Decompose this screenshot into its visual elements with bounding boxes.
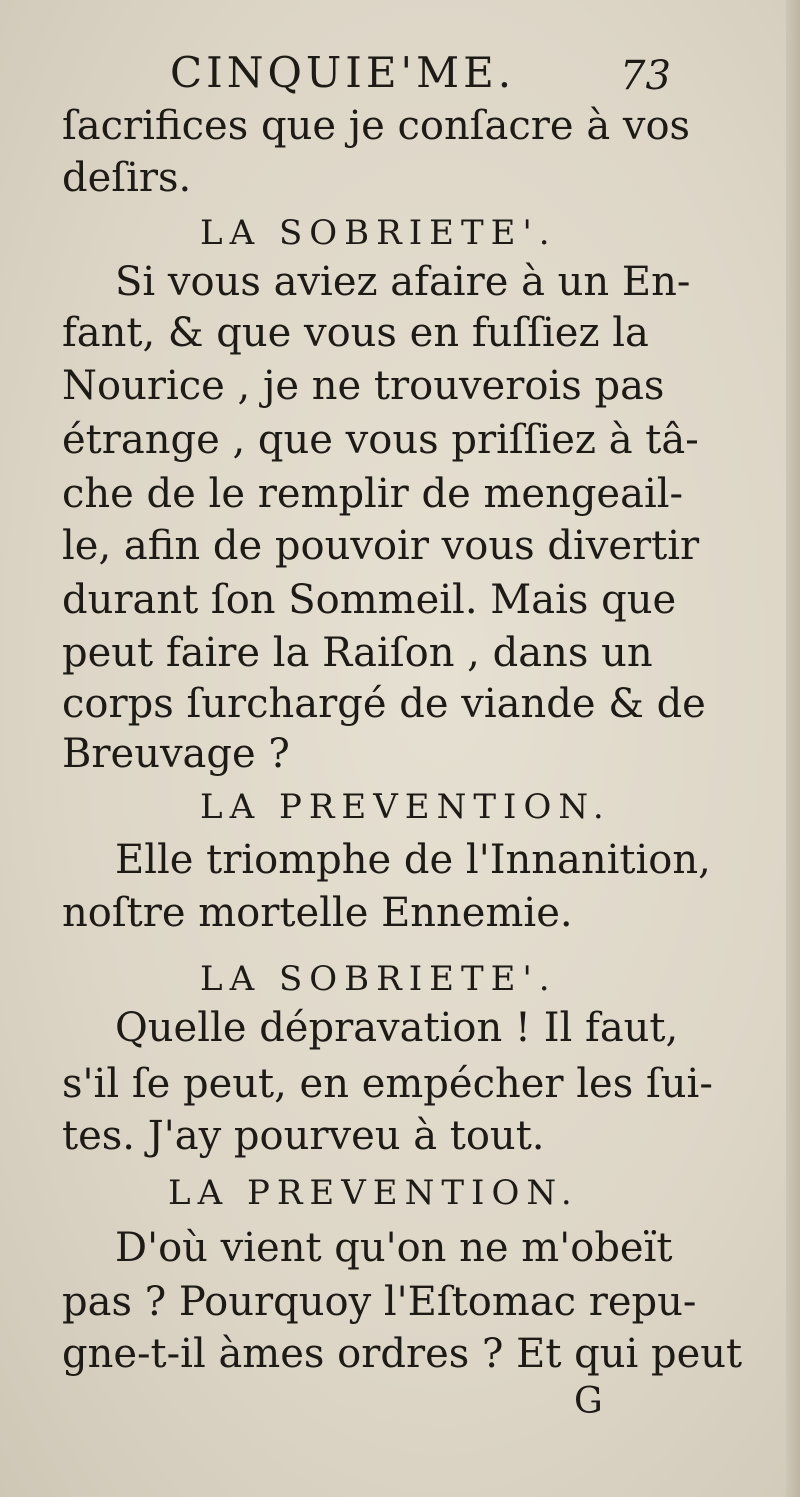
text-line: Nourice , je ne trouverois pas xyxy=(62,363,665,409)
text-line: che de le remplir de mengeail- xyxy=(62,471,684,517)
text-line: peut faire la Raiſon , dans un xyxy=(62,630,653,676)
text-line: Quelle dépravation ! Il faut, xyxy=(115,1005,679,1051)
text-line: Elle triomphe de l'Innanition, xyxy=(115,837,711,883)
text-line: Si vous aviez afaire à un En- xyxy=(115,259,691,305)
text-line: s'il ſe peut, en empécher les ſui- xyxy=(62,1061,713,1107)
text-line: noſtre mortelle Ennemie. xyxy=(62,890,573,936)
text-line: fant, & que vous en fuſſiez la xyxy=(62,310,649,356)
running-head-title: CINQUIE'ME. xyxy=(170,48,516,97)
text-line: deſirs. xyxy=(62,155,192,201)
text-line: ſacrifices que je conſacre à vos xyxy=(62,103,691,149)
text-line: étrange , que vous priſſiez à tâ- xyxy=(62,417,699,463)
text-line: durant ſon Sommeil. Mais que xyxy=(62,577,677,623)
text-line: corps ſurchargé de viande & de xyxy=(62,681,706,727)
speaker-heading: LA PREVENTION. xyxy=(200,787,611,827)
text-line: tes. J'ay pourveu à tout. xyxy=(62,1113,545,1159)
text-line: D'où vient qu'on ne m'obeït xyxy=(115,1225,673,1271)
text-line: Breuvage ? xyxy=(62,731,290,777)
speaker-heading: LA SOBRIETE'. xyxy=(200,959,557,999)
speaker-heading: LA SOBRIETE'. xyxy=(200,213,557,253)
text-line: pas ? Pourquoy l'Eſtomac repu- xyxy=(62,1279,697,1325)
text-line: gne-t-il àmes ordres ? Et qui peut xyxy=(62,1331,743,1377)
page-number: 73 xyxy=(620,53,671,99)
speaker-heading: LA PREVENTION. xyxy=(168,1173,579,1213)
text-line: le, afin de pouvoir vous divertir xyxy=(62,523,700,569)
signature-mark: G xyxy=(574,1381,603,1422)
